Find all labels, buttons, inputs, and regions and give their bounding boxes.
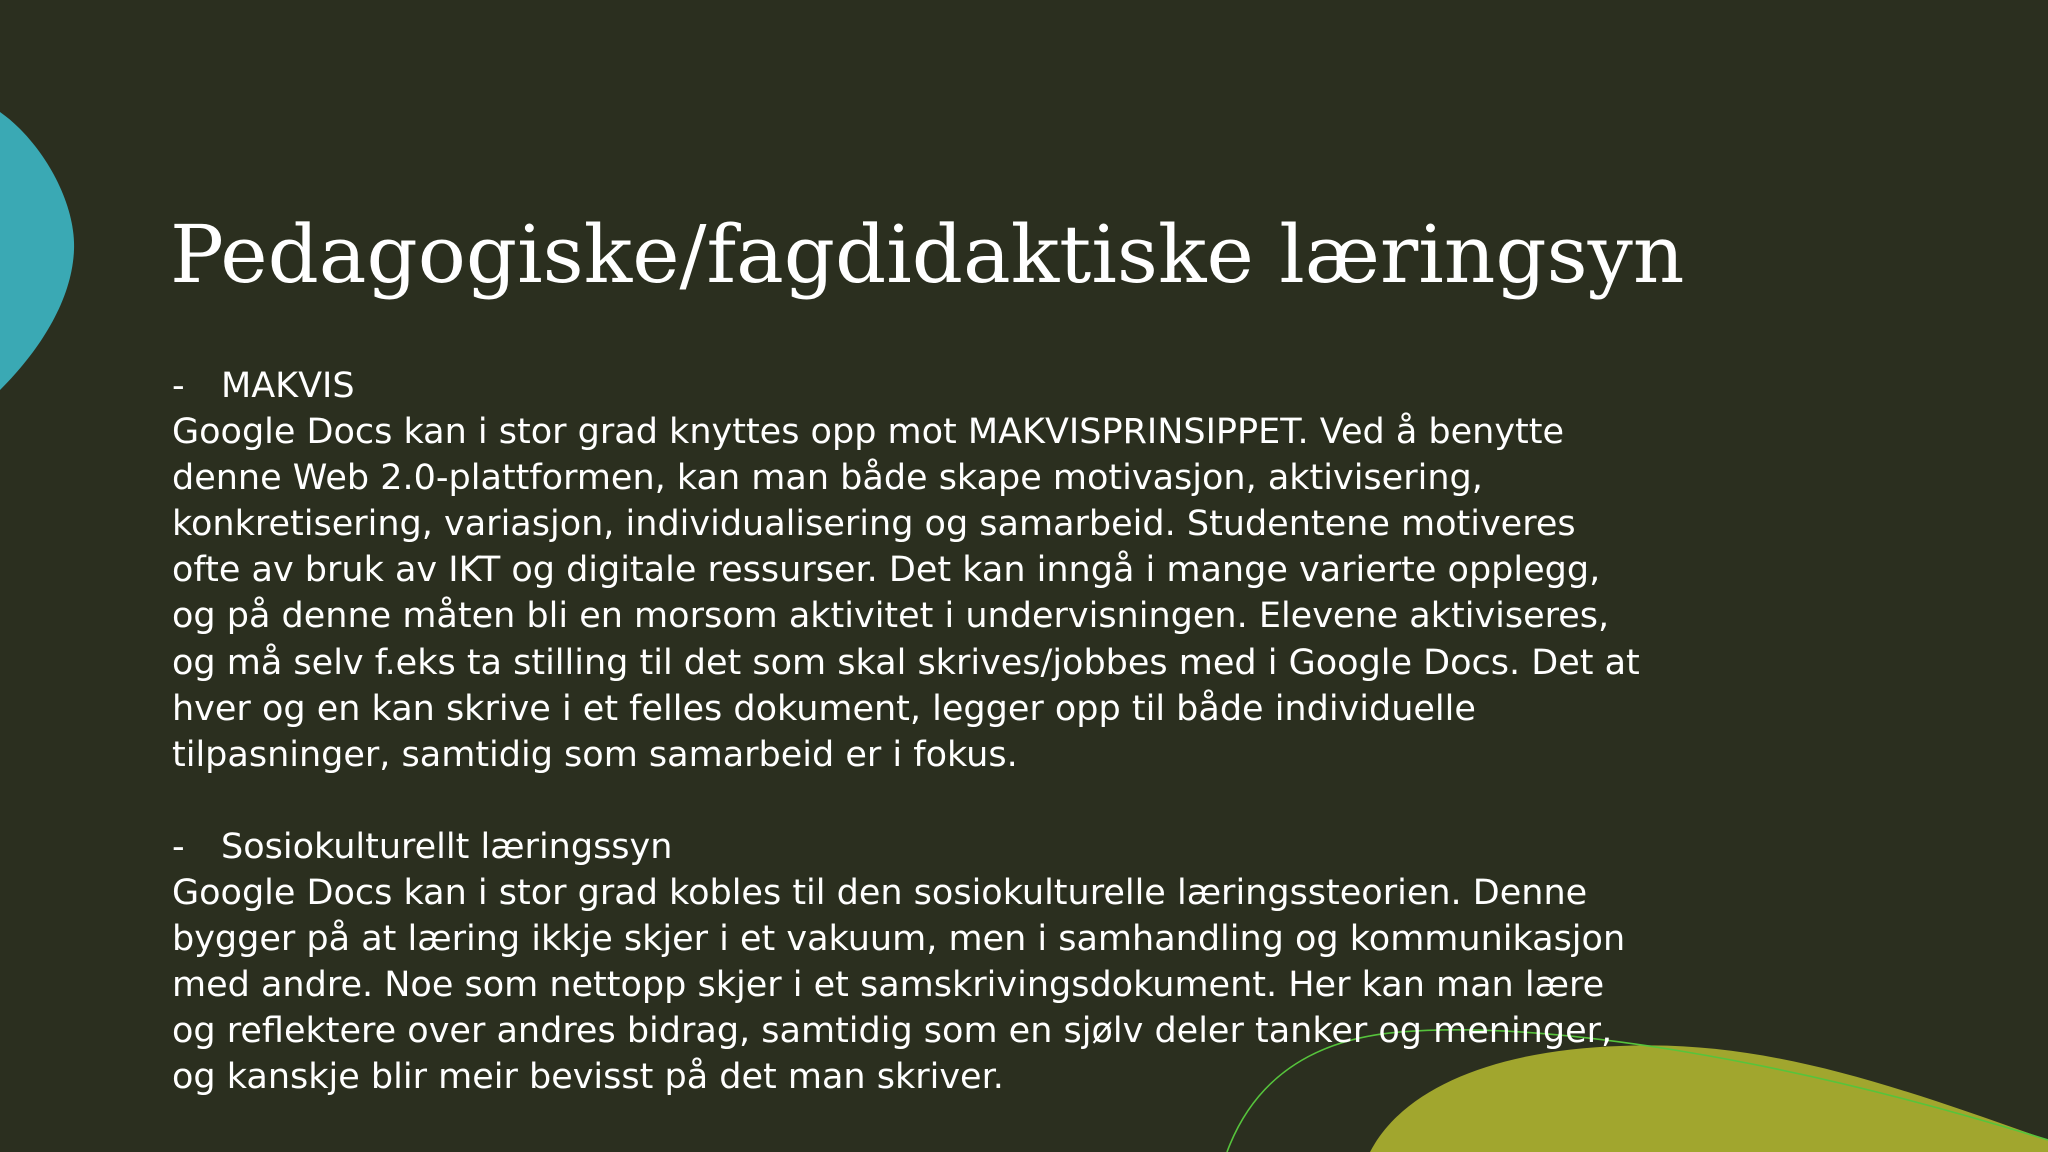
bullet-item [172,824,1672,870]
section-makvis [172,363,1672,778]
section-paragraph: Google Docs kan i stor grad kobles til den sosiokulturelle læringssteorien. Denne bygger på at læring ikkje skjer i et vakuum, men i samhandling og kommunikasjon med andre. Noe som nettopp skjer i et samskrivingsdokument. Her kan man lære og reflektere over andres bidrag, samtidig som en sjølv deler tanker og meninger, og kanskje blir meir bevisst på det man skriver. [172,872,1626,1098]
section-heading: MAKVIS [221,366,355,406]
bullet-item [172,363,1672,409]
section-heading: Sosiokulturellt læringssyn [221,826,673,867]
bullet-dash: - [172,366,185,406]
bullet-dash: - [172,826,185,867]
slide-title: Pedagogiske/fagdidaktiske læringsyn [170,208,1685,301]
section-sosiokulturellt [172,824,1672,1101]
section-paragraph: Google Docs kan i stor grad knyttes opp mot MAKVISPRINSIPPET. Ved å benytte denne Web 2.0-plattformen, kan man både skape motivasjon, aktivisering, konkretisering, variasjon, individualisering og samarbeid. Studentene motiveres ofte av bruk av IKT og digitale ressurser. Det kan inngå i mange varierte opplegg, og på denne måten bli en morsom aktivitet i undervisningen. Elevene aktiviseres, og må selv f.eks ta stilling til det som skal skrives/jobbes med i Google Docs. Det at hver og en kan skrive i et felles dokument, legger opp til både individuelle tilpasninger, samtidig som samarbeid er i fokus. [172,412,1640,775]
slide-content [172,363,1672,1100]
teal-blob-shape [0,112,74,390]
